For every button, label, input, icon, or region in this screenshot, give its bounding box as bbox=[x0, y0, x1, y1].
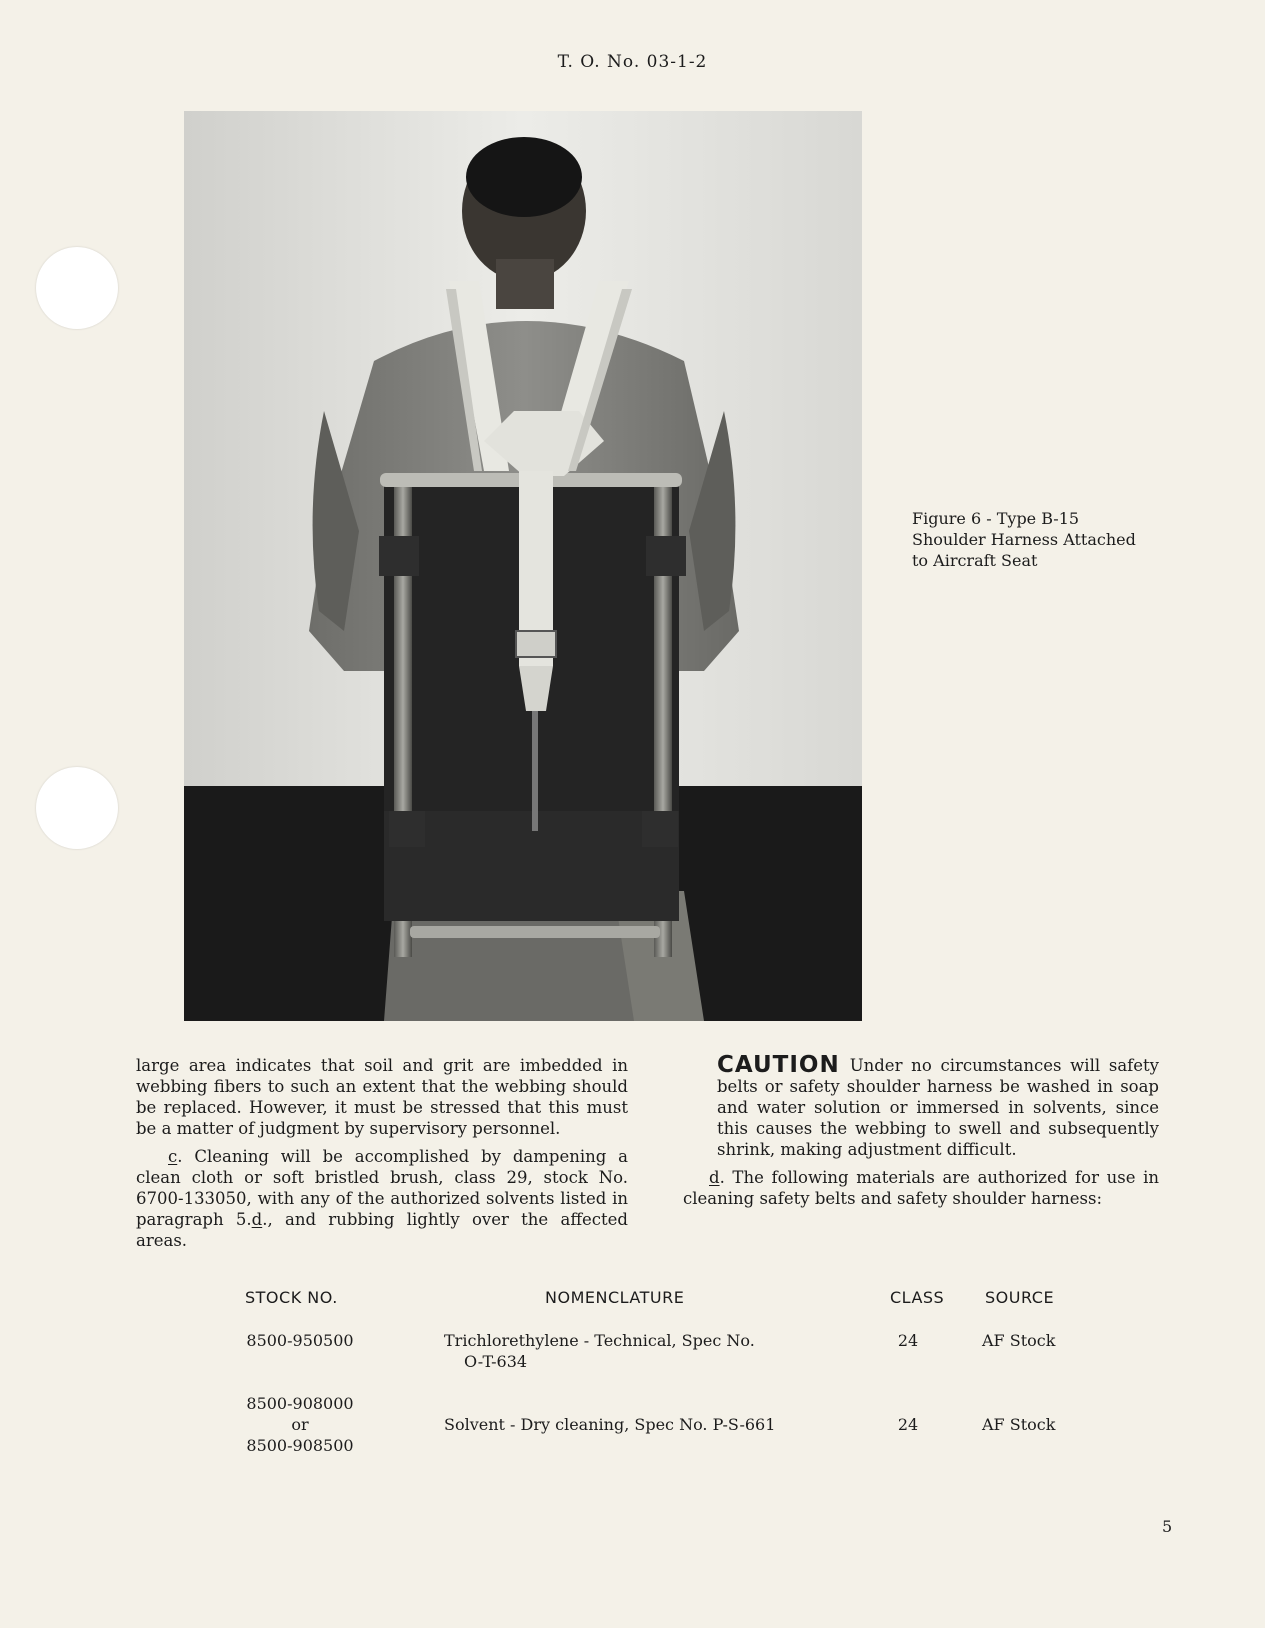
paragraph-continued: large area indicates that soil and grit are imbedded in webbing fibers to such an extent that the webbing should be replaced. However, it must be stressed that this must be a matter of judgment by supervisory personnel. bbox=[136, 1056, 628, 1138]
caution-label: CAUTION bbox=[717, 1052, 840, 1078]
source-value: AF Stock bbox=[982, 1415, 1056, 1434]
left-text-column bbox=[136, 1055, 628, 1258]
class-value: 24 bbox=[897, 1415, 919, 1434]
paragraph-c-tail: ., and rubbing lightly over the affected areas. bbox=[136, 1210, 628, 1250]
paragraph-c-letter: c bbox=[168, 1147, 178, 1166]
figure-caption-line: Shoulder Harness Attached bbox=[912, 530, 1136, 549]
column-header-class: CLASS bbox=[890, 1288, 945, 1307]
paragraph-c-text: . Cleaning will be accomplished by dampening a clean cloth or soft bristled brush, class 29, stock No. 6700-133050, with any of the authorized solvents listed in paragraph 5. bbox=[136, 1147, 628, 1229]
column-header-source: SOURCE bbox=[985, 1288, 1055, 1307]
column-header-nomenclature: NOMENCLATURE bbox=[545, 1288, 685, 1307]
figure-caption bbox=[912, 508, 1136, 571]
right-text-column bbox=[683, 1052, 1159, 1216]
nomenclature: Trichlorethylene - Technical, Spec No. bbox=[444, 1331, 755, 1350]
paragraph-c-reference: d bbox=[251, 1210, 263, 1229]
figure-photo-harness-seat bbox=[184, 111, 862, 1021]
paragraph-d-letter: d bbox=[709, 1168, 720, 1187]
photo-illustration bbox=[184, 111, 862, 1021]
class-value: 24 bbox=[897, 1331, 919, 1350]
punch-hole-middle bbox=[36, 767, 118, 849]
page-number: 5 bbox=[1162, 1517, 1173, 1536]
punch-hole-top bbox=[36, 247, 118, 329]
paragraph-d-text: . The following materials are authorized for use in cleaning safety belts and safety shoulder harness: bbox=[683, 1168, 1159, 1208]
caution-notice bbox=[683, 1052, 1159, 1160]
stock-number-alt: 8500-908500 bbox=[246, 1436, 354, 1455]
figure-caption-line: Figure 6 - Type B-15 bbox=[912, 509, 1080, 528]
paragraph-d bbox=[683, 1167, 1159, 1209]
paragraph-c bbox=[136, 1146, 628, 1251]
stock-number: 8500-950500 bbox=[246, 1331, 354, 1350]
figure-caption-line: to Aircraft Seat bbox=[912, 551, 1038, 570]
document-number-header: T. O. No. 03-1-2 bbox=[557, 52, 708, 72]
nomenclature-spec: O-T-634 bbox=[464, 1352, 528, 1371]
caution-text: Under no circumstances will safety belts or safety shoulder harness be washed in soap and water solution or immersed in solvents, since this causes the webbing to swell and subsequently shrink, making adjustment difficult. bbox=[717, 1056, 1159, 1159]
column-header-stock-no: STOCK NO. bbox=[245, 1288, 338, 1307]
source-value: AF Stock bbox=[982, 1331, 1056, 1350]
nomenclature: Solvent - Dry cleaning, Spec No. P-S-661 bbox=[444, 1415, 776, 1434]
stock-number-or: or bbox=[291, 1415, 309, 1434]
stock-number: 8500-908000 bbox=[246, 1394, 354, 1413]
